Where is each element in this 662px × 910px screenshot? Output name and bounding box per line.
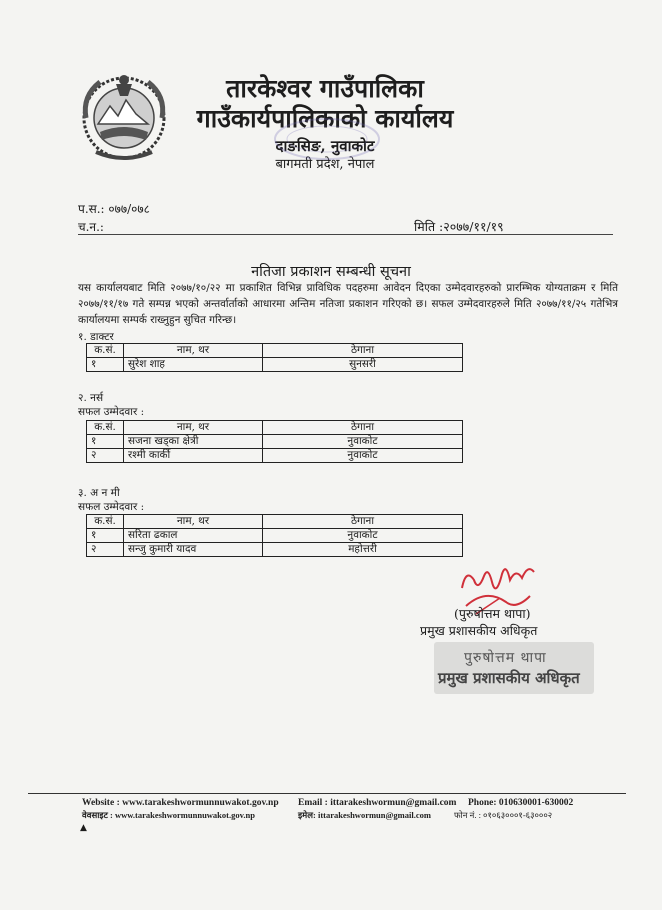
footer-divider <box>28 793 626 794</box>
table-row <box>87 358 463 372</box>
table-row <box>87 449 463 463</box>
signatory-name: (पुरुषोत्तम थापा) <box>454 606 531 621</box>
col-header-name: नाम, थर <box>124 421 263 435</box>
stamp-title: प्रमुख प्रशासकीय अधिकृत <box>438 669 580 687</box>
footer-email-np: इमेल: ittarakeshwormun@gmail.com <box>298 810 431 820</box>
results-table-anm <box>86 514 463 557</box>
cell-name: सन्जु कुमारी यादव <box>124 543 263 557</box>
header-divider <box>78 234 613 235</box>
col-header-sn: क.सं. <box>87 515 124 529</box>
col-header-address: ठेगाना <box>263 344 463 358</box>
office-province: बागमती प्रदेश, नेपाल <box>275 157 375 172</box>
section-title: १. डाक्टर <box>78 331 114 343</box>
col-header-name: नाम, थर <box>124 515 263 529</box>
office-place: दाङसिङ, नुवाकोट <box>275 137 375 155</box>
cell-sn: २ <box>87 543 124 557</box>
table-row <box>87 543 463 557</box>
section-title: ३. अ न मी <box>78 487 120 499</box>
table-header-row <box>87 515 463 529</box>
dispatch-number: च.न.: <box>78 220 104 234</box>
name-stamp <box>434 642 594 694</box>
cell-name: सुरेश शाह <box>124 358 263 372</box>
col-header-sn: क.सं. <box>87 421 124 435</box>
table-row <box>87 435 463 449</box>
cell-address: सुनसरी <box>263 358 463 372</box>
results-table-doctor <box>86 343 463 372</box>
table-header-row <box>87 421 463 435</box>
nepal-emblem-icon <box>76 66 172 162</box>
cell-name: सजना खड्का क्षेत्री <box>124 435 263 449</box>
footer-phone: Phone: 010630001-630002 <box>468 798 574 808</box>
cell-name: सरिता ढकाल <box>124 529 263 543</box>
notice-title: नतिजा प्रकाशन सम्बन्धी सूचना <box>251 264 411 280</box>
col-header-sn: क.सं. <box>87 344 124 358</box>
footer-website-np: वेवसाइट : www.tarakeshwormunnuwakot.gov.np <box>82 810 255 820</box>
cell-address: नुवाकोट <box>263 449 463 463</box>
cell-address: महोत्तरी <box>263 543 463 557</box>
cell-sn: २ <box>87 449 124 463</box>
reference-number: प.स.: ०७७/०७८ <box>78 202 150 216</box>
org-name: तारकेश्वर गाउँपालिका <box>226 74 424 103</box>
section-title: २. नर्स <box>78 392 104 404</box>
cell-sn: १ <box>87 435 124 449</box>
stamp-name: पुरुषोत्तम थापा <box>464 650 547 666</box>
footer-phone-np: फोन नं. : ०१०६३०००१-६३०००२ <box>454 810 553 820</box>
table-header-row <box>87 344 463 358</box>
scan-mark: ▲ <box>80 823 87 833</box>
cell-sn: १ <box>87 358 124 372</box>
section-subtitle: सफल उम्मेदवार : <box>78 501 145 513</box>
notice-body: यस कार्यालयबाट मिति २०७७/१०/२२ मा प्रकाशित विभिन्न प्राविधिक पदहरुमा आवेदन दिएका उम्मेदवारहरुको प्रारम्भिक योग्यताक्रम र मिति २०७७/११/१७ गते सम्पन्न भएको अन्तर्वार्ताको आधारमा अन्तिम नतिजा प्रकाशन गरिएको छ। सफल उम्मेदवारहरुले मिति २०७७/११/२५ गतेभित्र कार्यालयमा सम्पर्क राख्नुहुन सुचित गरिन्छ। <box>78 282 618 326</box>
cell-address: नुवाकोट <box>263 435 463 449</box>
notice-date: मिति :२०७७/११/१९ <box>414 219 504 234</box>
col-header-address: ठेगाना <box>263 515 463 529</box>
footer-email: Email : ittarakeshwormun@gmail.com <box>298 798 457 808</box>
results-table-nurse <box>86 420 463 463</box>
office-name: गाउँकार्यपालिकाको कार्यालय <box>196 104 454 133</box>
table-row <box>87 529 463 543</box>
footer-website: Website : www.tarakeshwormunnuwakot.gov.np <box>82 798 279 808</box>
col-header-address: ठेगाना <box>263 421 463 435</box>
cell-name: रश्मी कार्की <box>124 449 263 463</box>
cell-address: नुवाकोट <box>263 529 463 543</box>
col-header-name: नाम, थर <box>124 344 263 358</box>
cell-sn: १ <box>87 529 124 543</box>
signatory-title: प्रमुख प्रशासकीय अधिकृत <box>420 623 538 638</box>
faint-office-seal-icon <box>272 116 382 162</box>
section-subtitle: सफल उम्मेदवार : <box>78 406 145 418</box>
